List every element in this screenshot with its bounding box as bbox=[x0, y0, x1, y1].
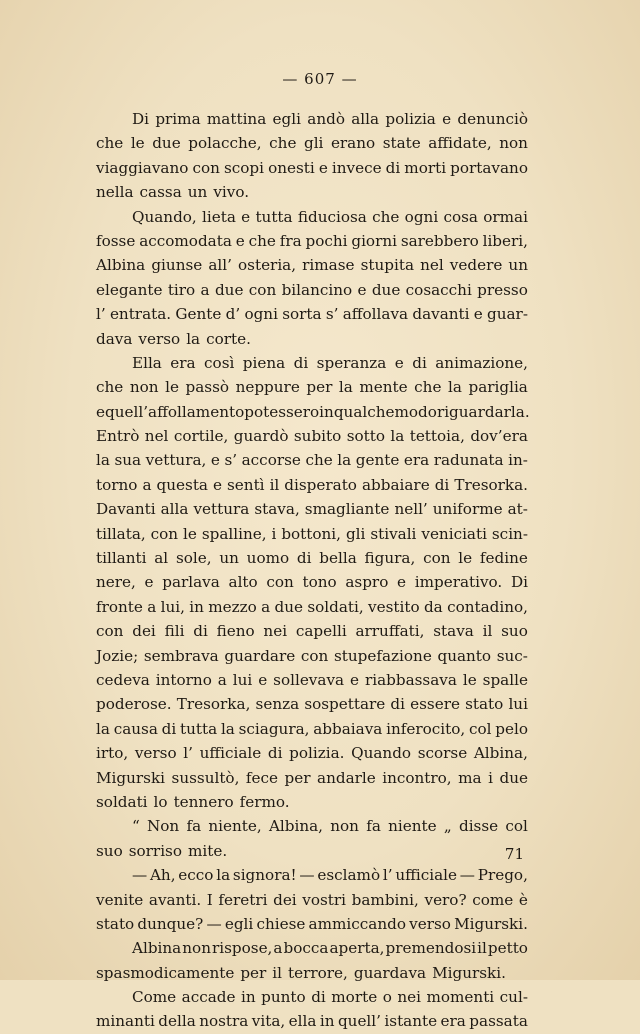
text-line: Albina non rispose, a bocca aperta, premendosi il petto bbox=[132, 939, 528, 958]
text-line: l’ entrata. Gente d’ ogni sorta s’ affollava davanti e guar- bbox=[96, 305, 528, 324]
text-line: suo sorriso mite. bbox=[96, 841, 228, 860]
text-line: e quell’ affollamento potessero in qualche modo riguardarla. bbox=[96, 402, 530, 421]
text-line: “ Non fa niente, Albina, non fa niente „ disse col bbox=[132, 817, 528, 836]
text-line: Davanti alla vettura stava, smagliante nell’ uniforme at- bbox=[96, 500, 528, 519]
text-line: poderose. Tresorka, senza sospettare di essere stato lui bbox=[96, 695, 528, 714]
text-line: Ella era così piena di speranza e di animazione, bbox=[132, 353, 528, 372]
text-line: nere, e parlava alto con tono aspro e imperativo. Di bbox=[96, 573, 528, 592]
text-line: Albina giunse all’ osteria, rimase stupita nel vedere un bbox=[96, 256, 528, 275]
text-line: con dei fili di fieno nei capelli arruffati, stava il suo bbox=[96, 622, 528, 641]
text-line: spasmodicamente per il terrore, guardava Migurski. bbox=[96, 963, 506, 982]
body-text bbox=[96, 107, 528, 1034]
text-line: che le due polacche, che gli erano state affidate, non bbox=[96, 134, 528, 153]
text-line: stato dunque? — egli chiese ammiccando verso Migurski. bbox=[96, 914, 528, 933]
text-line: nella cassa un vivo. bbox=[96, 183, 250, 202]
text-line: fosse accomodata e che fra pochi giorni sarebbero liberi, bbox=[96, 231, 528, 250]
text-line: tillanti al sole, un uomo di bella figura, con le fedine bbox=[96, 549, 528, 568]
text-line: fronte a lui, in mezzo a due soldati, vestito da contadino, bbox=[96, 597, 528, 616]
text-line: Migurski sussultò, fece per andarle incontro, ma i due bbox=[96, 768, 528, 787]
text-line: minanti della nostra vita, ella in quell’ istante era passata bbox=[96, 1012, 528, 1031]
text-line: Quando, lieta e tutta fiduciosa che ogni cosa ormai bbox=[132, 207, 528, 226]
text-line: venite avanti. I feretri dei vostri bambini, vero? come è bbox=[96, 890, 528, 909]
text-line: tillata, con le spalline, i bottoni, gli stivali veniciati scin- bbox=[96, 524, 528, 543]
text-line: Entrò nel cortile, guardò subito sotto la tettoia, dov’era bbox=[96, 427, 528, 446]
text-line: Jozie; sembrava guardare con stupefazione quanto suc- bbox=[96, 646, 528, 665]
text-line: la sua vettura, e s’ accorse che la gente era radunata in- bbox=[96, 451, 528, 470]
text-line: Come accade in punto di morte o nei momenti cul- bbox=[132, 988, 528, 1007]
page-header: — 607 — bbox=[282, 70, 358, 88]
text-line: Di prima mattina egli andò alla polizia e denunciò bbox=[132, 110, 528, 128]
text-line: la causa di tutta la sciagura, abbaiava inferocito, col pelo bbox=[96, 719, 528, 738]
text-line: soldati lo tennero fermo. bbox=[96, 792, 290, 811]
text-line: dava verso la corte. bbox=[96, 329, 251, 348]
text-line: irto, verso l’ ufficiale di polizia. Quando scorse Albina, bbox=[96, 744, 528, 763]
text-line: — Ah, ecco la signora! — esclamò l’ ufficiale — Prego, bbox=[132, 866, 528, 885]
page-number: 71 bbox=[504, 845, 524, 863]
text-line: viaggiavano con scopi onesti e invece di morti portavano bbox=[96, 158, 528, 177]
text-line: cedeva intorno a lui e sollevava e riabbassava le spalle bbox=[96, 670, 528, 689]
text-line: elegante tiro a due con bilancino e due cosacchi presso bbox=[96, 280, 528, 299]
text-line: torno a questa e sentì il disperato abbaiare di Tresorka. bbox=[96, 475, 528, 494]
text-line: che non le passò neppure per la mente che la pariglia bbox=[96, 378, 528, 397]
